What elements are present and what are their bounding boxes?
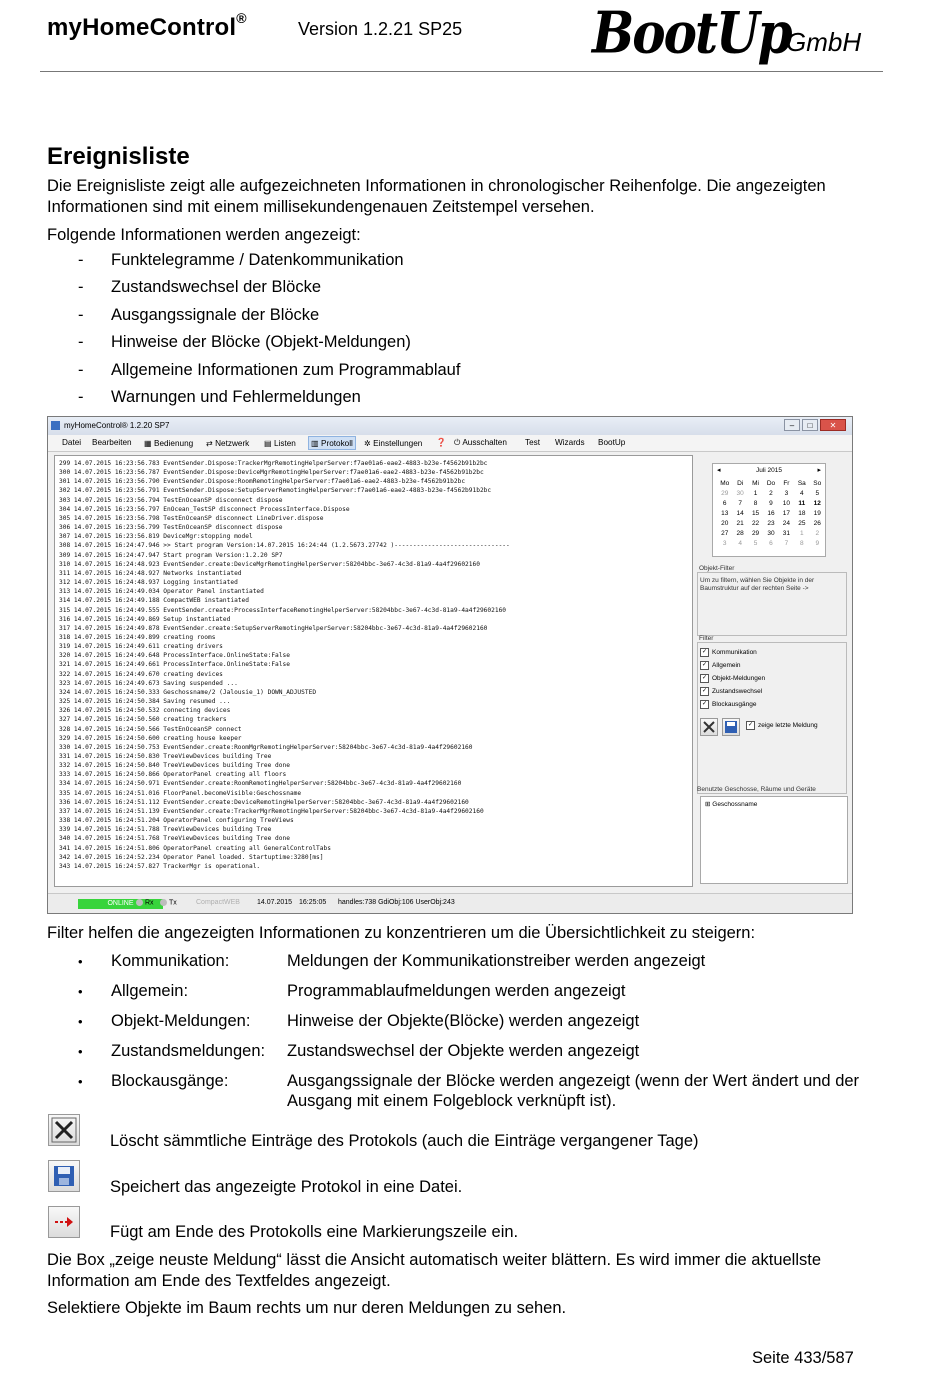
calendar-weekday: Di bbox=[737, 479, 744, 487]
object-tree[interactable] bbox=[700, 796, 848, 884]
clear-description: Löscht sämmtliche Einträge des Protokols (auch die Einträge vergangener Tage) bbox=[110, 1132, 699, 1150]
select-paragraph: Selektiere Objekte im Baum rechts um nur deren Meldungen zu sehen. bbox=[47, 1299, 567, 1317]
calendar-day[interactable]: 3 bbox=[784, 489, 789, 497]
list-item: - Funktelegramme / Datenkommunikation bbox=[78, 251, 404, 269]
menu-bearbeiten[interactable]: Bearbeiten bbox=[92, 438, 132, 447]
menu-bar bbox=[48, 435, 852, 452]
clear-icon bbox=[701, 719, 717, 735]
expand-icon[interactable]: ⊞ bbox=[705, 801, 711, 808]
event-log-text: 299 14.07.2015 16:23:56.783 EventSender.Dispose:TrackerMgrRemotingHelperServer:f7ae01a6-eae2-4883-b23e-f4562b91b2bc 300 14.07.2015 16:23:56.787 EventSender.Dispose:DeviceMgrRemotingHelperServer:f7ae01a6-eae2-4883-b23e-f4562b91b2bc 301 14.07.2015 16:23:56.790 EventSender.Dispose:RoomRemotingHelperServer:f7ae01a6-eae2-4883-b23e-f4562b91b2bc 302 14.07.2015 16:23:56.791 EventSender.Dispose:SetupServerRemotingHelperServer:f7ae01a6-eae2-4883-b23e-f4562b91b2bc 303 14.07.2015 16:23:56.794 TestEnOceanSP disconnect dispose 304 14.07.2015 16:23:56.797 EnOcean_TestSP disconnect ProcessInterface.Dispose 305 14.07.2015 16:23:56.798 TestEnOceanSP disconnect LineDriver.dispose 306 14.07.2015 16:23:56.799 TestEnOceanSP disconnect dispose 307 14.07.2015 16:23:56.819 DeviceMgr:stopping model 308 14.07.2015 16:24:47.946 >> Start program Version:14.07.2015 16:24:44 (1.2.5673.27742 )------------------------------- 309 14.07.2015 16:24:47.947 Start program Version:1.2.20 SP7 310 14.07.2015 16:24:48.923 EventSender.create:DeviceMgrRemotingHelperServer:58204bbc-3e67-4c3d-81a9-4a4f29602160 311 14.07.2015 16:24:48.927 Networks instantiated 312 14.07.2015 16:24:48.937 Logging instantiated 313 14.07.2015 16:24:49.034 Operator Panel instantiated 314 14.07.2015 16:24:49.188 CompactWEB instantiated 315 14.07.2015 16:24:49.555 EventSender.create:ProcessInterfaceRemotingHelperServer:58204bbc-3e67-4c3d-81a9-4a4f29602160 316 14.07.2015 16:24:49.869 Setup instantiated 317 14.07.2015 16:24:49.878 EventSender.create:SetupServerRemotingHelperServer:58204bbc-3e67-4c3d-81a9-4a4f29602160 318 14.07.2015 16:24:49.899 creating rooms 319 14.07.2015 16:24:49.611 creating drivers 320 14.07.2015 16:24:49.648 ProcessInterface.OnlineState:False 321 14.07.2015 16:24:49.661 ProcessInterface.OnlineState:False 322 14.07.2015 16:24:49.670 creating devices 323 14.07.2015 16:24:49.673 Saving suspended ... 324 14.07.2015 16:24:50.333 Geschossname/2 (Jalousie_1) DOWN_ADJUSTED 325 14.07.2015 16:24:50.384 Saving resumed ... 326 14.07.2015 16:24:50.532 connecting devices 327 14.07.2015 16:24:50.560 creating trackers 328 14.07.2015 16:24:50.566 TestEnOceanSP connect 329 14.07.2015 16:24:50.600 creating house keeper 330 14.07.2015 16:24:50.753 EventSender.create:RoomMgrRemotingHelperServer:58204bbc-3e67-4c3d-81a9-4a4f29602160 331 14.07.2015 16:24:50.830 TreeViewDevices building Tree 332 14.07.2015 16:24:50.840 TreeViewDevices building Tree done 333 14.07.2015 16:24:50.866 OperatorPanel creating all floors 334 14.07.2015 16:24:50.971 EventSender.create:RoomRemotingHelperServer:58204bbc-3e67-4c3d-81a9-4a4f29602160 335 14.07.2015 16:24:51.016 FloorPanel.becomeVisible:Geschossname 336 14.07.2015 16:24:51.112 EventSender.create:DeviceRemotingHelperServer:58204bbc-3e67-4c3d-81a9-4a4f29602160 337 14.07.2015 16:24:51.139 EventSender.create:TrackerMgrRemotingHelperServer:58204bbc-3e67-4c3d-81a9-4a4f29602160 338 14.07.2015 16:24:51.204 OperatorPanel configuring TreeViews 339 14.07.2015 16:24:51.788 TreeViewDevices building Tree 340 14.07.2015 16:24:51.768 TreeViewDevices building Tree done 341 14.07.2015 16:24:51.806 OperatorPanel creating all GeneralControlTabs 342 14.07.2015 16:24:52.234 Operator Panel loaded. Startuptime:3280[ms] 343 14.07.2015 16:24:57.827 TrackerMgr is operational. bbox=[59, 460, 510, 870]
calendar-day[interactable]: 8 bbox=[753, 499, 758, 507]
menu-test[interactable]: Test bbox=[525, 438, 541, 447]
filter-zustandswechsel[interactable]: ✓ Zustandswechsel bbox=[701, 688, 763, 695]
save-icon bbox=[723, 719, 739, 735]
calendar-day[interactable]: 28 bbox=[736, 529, 744, 537]
marker-description: Fügt am Ende des Protokolls eine Markierungszeile ein. bbox=[110, 1223, 519, 1241]
calendar-day[interactable]: 14 bbox=[736, 509, 744, 517]
status-bar bbox=[48, 893, 852, 914]
calendar-day[interactable]: 9 bbox=[769, 499, 773, 507]
calendar-day[interactable]: 17 bbox=[782, 509, 791, 517]
calendar-day[interactable]: 6 bbox=[722, 499, 727, 507]
status-date: 14.07.2015 bbox=[257, 899, 293, 906]
calendar-day[interactable]: 12 bbox=[813, 499, 821, 507]
marker-icon bbox=[49, 1207, 79, 1237]
bedienung-icon: ▦ bbox=[144, 439, 155, 448]
calendar-day[interactable]: 1 bbox=[800, 529, 804, 537]
calendar-day[interactable]: 4 bbox=[738, 539, 742, 547]
filter-intro: Filter helfen die angezeigten Informationen zu konzentrieren um die Übersichtlichkeit zu steigern: bbox=[47, 924, 756, 942]
tree-title: Benutzte Geschosse, Räume und Geräte bbox=[697, 786, 816, 793]
calendar-day[interactable]: 5 bbox=[815, 489, 820, 497]
list-item: • Objekt-Meldungen: Hinweise der Objekte(Blöcke) werden angezeigt bbox=[78, 1012, 640, 1030]
version-label: Version 1.2.21 SP25 bbox=[298, 19, 463, 39]
filter-kommunikation[interactable]: ✓ Kommunikation bbox=[701, 649, 757, 656]
calendar-weekday: Mo bbox=[720, 479, 730, 487]
tree-item[interactable]: ⊞ Geschossname bbox=[705, 801, 758, 808]
calendar-prev-icon[interactable]: ◂ bbox=[717, 467, 721, 474]
section-title: Ereignisliste bbox=[47, 143, 190, 170]
calendar-next-icon[interactable]: ▸ bbox=[817, 467, 821, 474]
list-item: • Blockausgänge: Ausgangssignale der Blöcke werden angezeigt (wenn der Wert ändert und der Ausgang mit einem Folgeblock verknüpft ist). bbox=[78, 1072, 860, 1110]
filter-allgemein[interactable]: ✓ Allgemein bbox=[701, 662, 741, 669]
calendar-day[interactable]: 25 bbox=[798, 519, 806, 527]
online-indicator: ONLINE bbox=[78, 899, 163, 909]
rx-led-icon bbox=[136, 899, 143, 906]
right-panel bbox=[696, 455, 848, 885]
save-log-button[interactable] bbox=[722, 718, 740, 736]
calendar-day[interactable]: 26 bbox=[813, 519, 821, 527]
list-item: - Ausgangssignale der Blöcke bbox=[78, 305, 320, 324]
event-log-panel[interactable] bbox=[54, 455, 693, 887]
save-icon bbox=[49, 1161, 79, 1191]
calendar-day[interactable]: 29 bbox=[721, 489, 729, 497]
info-heading: Folgende Informationen werden angezeigt: bbox=[47, 226, 361, 244]
calendar[interactable] bbox=[712, 463, 826, 557]
header-divider bbox=[40, 71, 883, 72]
product-title: myHomeControl® bbox=[47, 10, 247, 41]
latest-message-checkbox[interactable]: ✓ zeige letzte Meldung bbox=[747, 722, 818, 729]
menu-bedienung[interactable]: ▦ Bedienung bbox=[144, 439, 194, 448]
menu-protokoll[interactable]: ▥ Protokoll bbox=[308, 436, 356, 450]
calendar-day[interactable]: 2 bbox=[769, 489, 773, 497]
calendar-day[interactable]: 5 bbox=[753, 539, 758, 547]
close-button[interactable]: ✕ bbox=[820, 419, 846, 431]
calendar-month: Juli 2015 bbox=[755, 467, 783, 474]
list-item: • Allgemein: Programmablaufmeldungen werden angezeigt bbox=[78, 982, 626, 1000]
objekt-filter-hint: Um zu filtern, wählen Sie Objekte in der Baumstruktur auf der rechten Seite -> bbox=[700, 577, 815, 592]
calendar-day[interactable]: 30 bbox=[736, 489, 744, 497]
app-icon bbox=[51, 421, 60, 430]
list-item: • Zustandsmeldungen: Zustandswechsel der Objekte werden angezeigt bbox=[78, 1042, 640, 1060]
calendar-weekday: Sa bbox=[797, 479, 806, 487]
calendar-weekday: Mi bbox=[752, 479, 759, 487]
calendar-day[interactable]: 20 bbox=[721, 519, 729, 527]
maximize-button[interactable]: □ bbox=[802, 419, 818, 431]
list-item: • Kommunikation: Meldungen der Kommunikationstreiber werden angezeigt bbox=[78, 952, 706, 970]
calendar-day[interactable]: 24 bbox=[782, 519, 791, 527]
menu-ausschalten[interactable]: ⏻ Ausschalten bbox=[454, 438, 507, 447]
clear-button-illustration bbox=[48, 1114, 80, 1146]
tx-indicator: Tx bbox=[160, 899, 177, 906]
protocol-icon: ▥ bbox=[311, 439, 322, 448]
tx-led-icon bbox=[160, 899, 167, 906]
app-window bbox=[47, 416, 853, 914]
company-logo: BootUp bbox=[592, 0, 791, 67]
calendar-day[interactable]: 2 bbox=[815, 529, 820, 537]
rx-indicator: Rx bbox=[136, 899, 154, 906]
gear-icon: ✲ bbox=[364, 439, 374, 448]
menu-listen[interactable]: ▤ Listen bbox=[264, 439, 296, 448]
company-suffix: GmbH bbox=[786, 27, 862, 57]
calendar-day[interactable]: 21 bbox=[736, 519, 744, 527]
calendar-day[interactable]: 7 bbox=[784, 539, 789, 547]
list-item: - Warnungen und Fehlermeldungen bbox=[78, 387, 361, 406]
help-icon[interactable]: ❓ bbox=[436, 438, 447, 447]
list-item: - Allgemeine Informationen zum Programmablauf bbox=[78, 360, 461, 379]
menu-einstellungen[interactable]: ✲ Einstellungen bbox=[364, 439, 423, 448]
status-time: 16:25:05 bbox=[299, 899, 327, 906]
calendar-day[interactable]: 23 bbox=[767, 519, 775, 527]
calendar-day[interactable]: 10 bbox=[782, 499, 791, 507]
calendar-day[interactable]: 19 bbox=[813, 509, 821, 517]
app-title: myHomeControl® 1.2.20 SP7 bbox=[64, 421, 170, 430]
calendar-day[interactable]: 13 bbox=[721, 509, 729, 517]
intro-paragraph: Die Ereignisliste zeigt alle aufgezeichneten Informationen in chronologischer Reihenfolge. Die angezeigten Informationen sind mit einem millisekundengenauen Zeitstempel versehen. bbox=[47, 177, 826, 216]
save-button-illustration bbox=[48, 1160, 80, 1192]
app-titlebar bbox=[48, 417, 852, 436]
calendar-grid bbox=[717, 478, 825, 548]
list-item: - Hinweise der Blöcke (Objekt-Meldungen) bbox=[78, 333, 411, 352]
save-description: Speichert das angezeigte Protokol in eine Datei. bbox=[110, 1178, 463, 1196]
calendar-day[interactable]: 9 bbox=[815, 539, 820, 547]
calendar-weekday: Fr bbox=[783, 479, 790, 487]
calendar-day[interactable]: 31 bbox=[782, 529, 791, 537]
calendar-day[interactable]: 6 bbox=[769, 539, 773, 547]
calendar-day[interactable]: 16 bbox=[767, 509, 775, 517]
objekt-filter-title: Objekt-Filter bbox=[699, 565, 735, 572]
filter-blockausgaenge[interactable]: ✓ Blockausgänge bbox=[701, 701, 757, 708]
calendar-day[interactable]: 22 bbox=[751, 519, 760, 527]
filter-objekt-meldungen[interactable]: ✓ Objekt-Meldungen bbox=[701, 675, 766, 682]
page-number: Seite 433/587 bbox=[752, 1349, 854, 1367]
list-icon: ▤ bbox=[264, 439, 275, 448]
calendar-day[interactable]: 30 bbox=[767, 529, 775, 537]
menu-bootup[interactable]: BootUp bbox=[598, 438, 626, 447]
calendar-day[interactable]: 29 bbox=[751, 529, 760, 537]
calendar-day[interactable]: 18 bbox=[798, 509, 806, 517]
minimize-button[interactable]: – bbox=[784, 419, 800, 431]
menu-wizards[interactable]: Wizards bbox=[555, 438, 585, 447]
calendar-day[interactable]: 11 bbox=[798, 499, 806, 507]
calendar-weekday: So bbox=[813, 479, 822, 487]
filter-checkbox-list bbox=[700, 646, 765, 711]
power-icon: ⏻ bbox=[454, 438, 463, 447]
filter-description-list bbox=[78, 951, 887, 1120]
filter-title: Filter bbox=[699, 635, 714, 642]
compactweb-status: CompactWEB bbox=[196, 899, 240, 906]
calendar-day[interactable]: 7 bbox=[738, 499, 742, 507]
marker-button-illustration bbox=[48, 1206, 80, 1238]
clear-icon bbox=[49, 1115, 79, 1145]
network-icon: ⇄ bbox=[206, 439, 216, 448]
clear-log-button[interactable] bbox=[700, 718, 718, 736]
calendar-day[interactable]: 15 bbox=[751, 509, 760, 517]
list-item: - Zustandswechsel der Blöcke bbox=[78, 278, 322, 297]
menu-netzwerk[interactable]: ⇄ Netzwerk bbox=[206, 439, 250, 448]
calendar-day[interactable]: 3 bbox=[722, 539, 727, 547]
calendar-day[interactable]: 8 bbox=[800, 539, 804, 547]
calendar-day[interactable]: 1 bbox=[753, 489, 758, 497]
autoscroll-paragraph: Die Box „zeige neuste Meldung“ lässt die Ansicht automatisch weiter blättern. Es wird immer die aktuellste Information am Ende des Textfeldes angezeigt. bbox=[47, 1251, 822, 1290]
status-handles: handles:738 GdiObj:106 UserObj:243 bbox=[338, 899, 455, 906]
info-list bbox=[78, 251, 460, 415]
calendar-day[interactable]: 4 bbox=[800, 489, 804, 497]
calendar-day[interactable]: 27 bbox=[721, 529, 729, 537]
menu-datei[interactable]: Datei bbox=[62, 438, 82, 447]
calendar-weekday: Do bbox=[766, 479, 776, 487]
